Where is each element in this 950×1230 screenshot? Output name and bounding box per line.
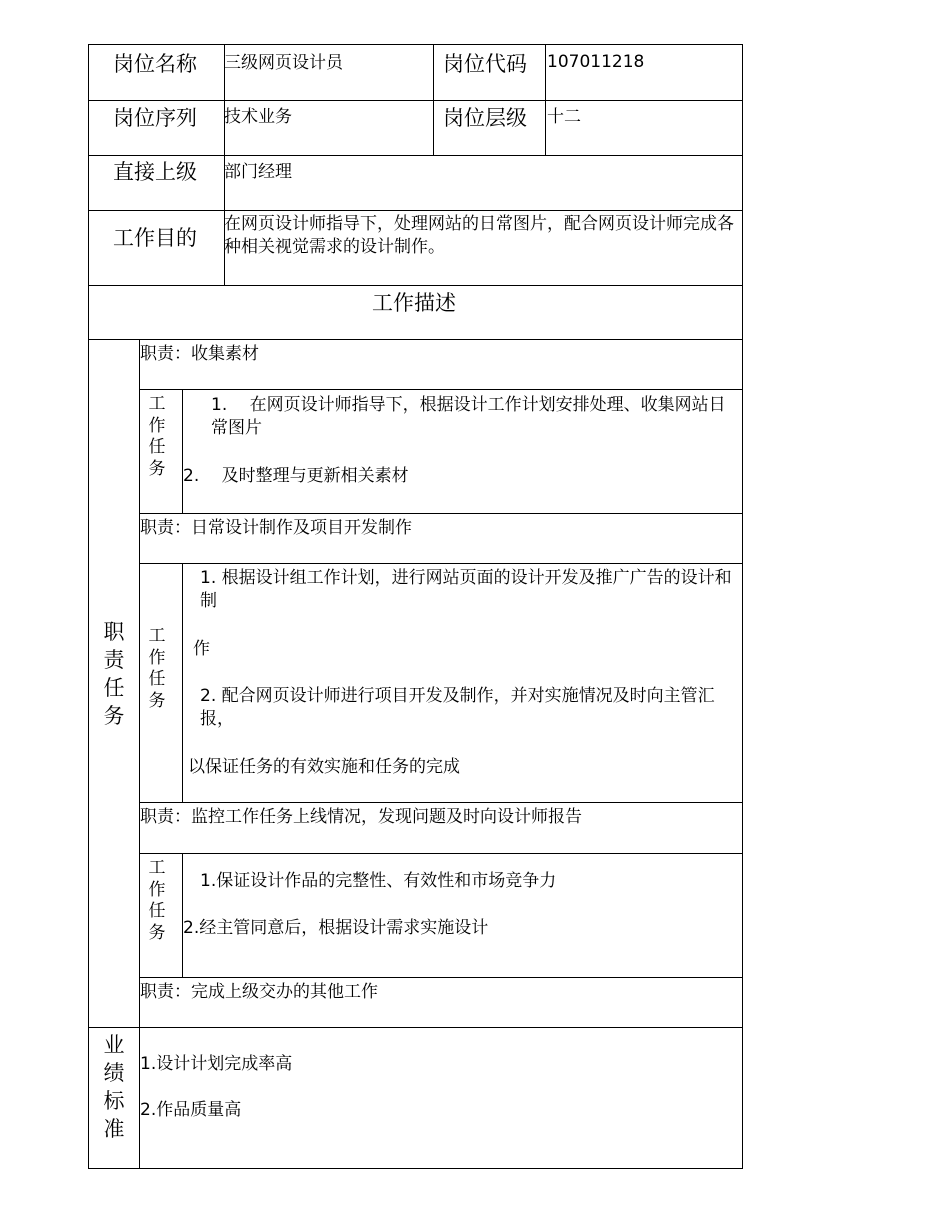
row-divider (88, 285, 743, 286)
task-item: 2. 配合网页设计师进行项目开发及制作，并对实施情况及时向主管汇报， (200, 686, 715, 729)
row-divider (88, 1027, 743, 1028)
position-name-label: 岗位名称 (113, 52, 197, 76)
duties-label: 职责任务 (103, 620, 125, 728)
col-divider (182, 389, 183, 513)
supervisor-label: 直接上级 (113, 160, 197, 184)
task-label: 工作任务 (148, 394, 166, 479)
performance-label: 业绩标准 (103, 1033, 125, 1141)
row-divider (139, 853, 743, 854)
sequence-label: 岗位序列 (113, 106, 197, 130)
performance-item: 1.设计计划完成率高 (140, 1054, 293, 1074)
task-item: 以保证任务的有效实施和任务的完成 (188, 757, 460, 777)
sequence-value: 技术业务 (224, 107, 292, 127)
duty-title: 职责：监控工作任务上线情况，发现问题及时向设计师报告 (140, 807, 582, 827)
row-divider (139, 802, 743, 803)
col-divider (139, 339, 140, 1169)
performance-item: 2.作品质量高 (140, 1100, 242, 1120)
task-item: 1.保证设计作品的完整性、有效性和市场竞争力 (200, 871, 557, 891)
task-item: 2.经主管同意后，根据设计需求实施设计 (183, 918, 489, 938)
row-divider (139, 977, 743, 978)
position-code-value: 107011218 (547, 52, 645, 72)
col-divider (545, 44, 546, 155)
task-label: 工作任务 (148, 626, 166, 711)
row-divider (88, 100, 743, 101)
row-divider (139, 513, 743, 514)
task-item: 1. 根据设计组工作计划，进行网站页面的设计开发及推广广告的设计和制 (200, 568, 732, 611)
duty-title: 职责：收集素材 (140, 344, 259, 364)
col-divider (182, 853, 183, 977)
duty-title: 职责：日常设计制作及项目开发制作 (140, 518, 412, 538)
row-divider (88, 339, 743, 340)
row-divider (88, 155, 743, 156)
purpose-label: 工作目的 (113, 226, 197, 250)
position-name-value: 三级网页设计员 (224, 53, 343, 73)
purpose-value: 在网页设计师指导下，处理网站的日常图片，配合网页设计师完成各种相关视觉需求的设计制作。 (224, 214, 734, 257)
task-label: 工作任务 (148, 858, 166, 943)
task-item: 1. 在网页设计师指导下，根据设计工作计划安排处理、收集网站日常图片 (211, 395, 726, 438)
position-code-label: 岗位代码 (443, 52, 527, 76)
task-item: 作 (193, 639, 210, 659)
supervisor-value: 部门经理 (224, 162, 292, 182)
level-value: 十二 (547, 107, 581, 127)
task-item: 2. 及时整理与更新相关素材 (183, 466, 409, 486)
row-divider (88, 210, 743, 211)
section-title: 工作描述 (372, 291, 456, 315)
row-divider (139, 563, 743, 564)
level-label: 岗位层级 (443, 106, 527, 130)
col-divider (433, 44, 434, 155)
row-divider (139, 389, 743, 390)
duty-title: 职责：完成上级交办的其他工作 (140, 982, 378, 1002)
col-divider (182, 563, 183, 802)
